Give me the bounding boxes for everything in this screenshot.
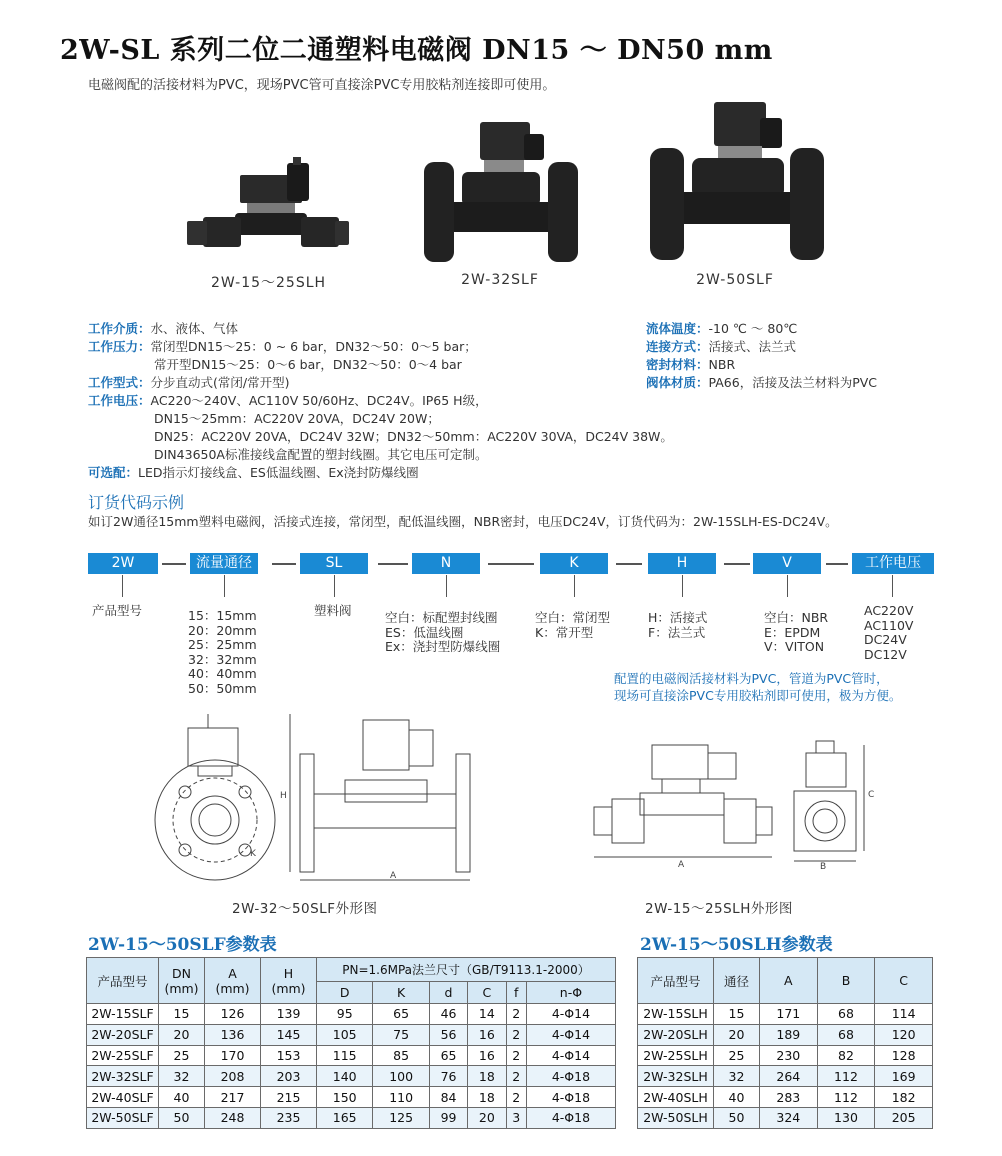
table-cell: 16	[468, 1045, 506, 1066]
col-header-flange: PN=1.6MPa法兰尺寸（GB/T9113.1-2000）	[317, 958, 616, 982]
table-cell: 16	[468, 1024, 506, 1045]
product-caption-1: 2W-15～25SLH	[210, 275, 327, 291]
col-header-a: A	[760, 958, 818, 1004]
spec-value: 活接式、法兰式	[708, 339, 797, 354]
product-caption-2: 2W-32SLF	[461, 272, 539, 288]
dim-label-a: A	[390, 871, 397, 881]
col-header-c: C	[468, 982, 506, 1004]
code-dash	[162, 563, 186, 565]
dim-label-h: H	[280, 791, 287, 801]
table-cell: 2	[506, 1045, 526, 1066]
code-tick	[334, 575, 335, 597]
col-header-unit: (mm)	[215, 980, 250, 996]
spec-label: 连接方式：	[646, 339, 709, 354]
col-header-k: K	[373, 982, 429, 1004]
table-cell: 2	[506, 1024, 526, 1045]
table-cell: 2W-32SLF	[87, 1066, 159, 1087]
table-cell: 100	[373, 1066, 429, 1087]
table-cell: 150	[317, 1087, 373, 1108]
slh-table-body	[638, 1004, 933, 1129]
union-solenoid-valve-photo	[185, 155, 350, 260]
col-header-dn	[159, 958, 205, 1004]
table-cell: 140	[317, 1066, 373, 1087]
table-cell: 2	[506, 1066, 526, 1087]
code-dash	[826, 563, 848, 565]
code-box-connection: H	[648, 553, 716, 574]
col-header-a	[205, 958, 261, 1004]
table-row	[638, 1107, 933, 1128]
table-cell: 182	[875, 1087, 933, 1108]
code-tick	[787, 575, 788, 597]
col-header-d: d	[429, 982, 467, 1004]
table-cell: 4-Φ18	[526, 1066, 615, 1087]
table-cell: 171	[760, 1004, 818, 1025]
table-cell: 139	[261, 1004, 317, 1025]
table-cell: 50	[714, 1107, 760, 1128]
col-header-h-name: H	[283, 965, 294, 981]
table-cell: 4-Φ14	[526, 1045, 615, 1066]
table-cell: 324	[760, 1107, 818, 1128]
table-cell: 2W-15SLH	[638, 1004, 714, 1025]
table-cell: 217	[205, 1087, 261, 1108]
table-cell: 32	[159, 1066, 205, 1087]
order-note: 配置的电磁阀活接材料为PVC，管道为PVC管时， 现场可直接涂PVC专用胶粘剂即可使用，极为方便。	[614, 671, 902, 703]
code-desc-mode: 空白：常闭型 K：常开型	[535, 610, 611, 640]
code-tick	[224, 575, 225, 597]
table-cell: 165	[317, 1107, 373, 1128]
code-dash	[616, 563, 642, 565]
table-cell: 112	[817, 1066, 875, 1087]
spec-medium	[88, 320, 238, 338]
order-code-title: 订货代码示例	[88, 493, 185, 512]
table-cell: 25	[714, 1045, 760, 1066]
table-cell: 248	[205, 1107, 261, 1128]
table-row	[87, 1087, 616, 1108]
dim-label-b: B	[820, 862, 827, 870]
table-cell: 170	[205, 1045, 261, 1066]
table-row	[638, 1087, 933, 1108]
col-header-b: B	[817, 958, 875, 1004]
page-subtitle: 电磁阀配的活接材料为PVC，现场PVC管可直接涂PVC专用胶粘剂连接即可使用。	[88, 78, 556, 93]
spec-value: PA66，活接及法兰材料为PVC	[708, 375, 878, 390]
table-cell: 75	[373, 1024, 429, 1045]
table-row	[87, 1107, 616, 1128]
table-cell: 20	[159, 1024, 205, 1045]
table-row	[638, 1066, 933, 1087]
dim-label-c: C	[868, 790, 875, 800]
code-dash	[378, 563, 408, 565]
table-cell: 189	[760, 1024, 818, 1045]
code-box-series: 2W	[88, 553, 158, 574]
slf-outline-drawing	[150, 710, 490, 890]
table-cell: 18	[468, 1066, 506, 1087]
table-cell: 95	[317, 1004, 373, 1025]
col-header-f: f	[506, 982, 526, 1004]
spec-voltage	[88, 392, 488, 410]
col-header-dn-name: DN	[172, 965, 191, 981]
table-cell: 4-Φ18	[526, 1107, 615, 1128]
table-cell: 4-Φ18	[526, 1087, 615, 1108]
slf-diagram-caption: 2W-32～50SLF外形图	[232, 901, 378, 917]
table-cell: 235	[261, 1107, 317, 1128]
order-code-example: 如订2W通径15mm塑料电磁阀，活接式连接，常闭型，配低温线圈，NBR密封，电压DC24V，订货代码为：2W-15SLH-ES-DC24V。	[88, 514, 838, 529]
table-cell: 112	[817, 1087, 875, 1108]
spec-label: 工作压力：	[88, 339, 151, 354]
spec-value: LED指示灯接线盒、ES低温线圈、Ex浇封防爆线圈	[138, 465, 419, 480]
table-cell: 4-Φ14	[526, 1024, 615, 1045]
slf-table-body	[87, 1004, 616, 1129]
table-cell: 68	[817, 1004, 875, 1025]
table-cell: 114	[875, 1004, 933, 1025]
table-cell: 205	[875, 1107, 933, 1128]
table-cell: 2W-32SLH	[638, 1066, 714, 1087]
table-cell: 32	[714, 1066, 760, 1087]
table-row	[638, 1024, 933, 1045]
table-cell: 215	[261, 1087, 317, 1108]
table-cell: 65	[373, 1004, 429, 1025]
col-header-model: 产品型号	[87, 958, 159, 1004]
table-cell: 2W-50SLH	[638, 1107, 714, 1128]
dim-label-k: K	[250, 849, 256, 859]
table-row	[87, 1024, 616, 1045]
code-desc-connection: H：活接式 F：法兰式	[648, 610, 708, 640]
table-cell: 46	[429, 1004, 467, 1025]
spec-label: 阀体材质：	[646, 375, 709, 390]
spec-options	[88, 464, 419, 482]
spec-value: 常闭型DN15～25：0 ~ 6 bar，DN32～50：0～5 bar；	[150, 339, 477, 354]
code-box-seal: V	[753, 553, 821, 574]
table-row	[638, 1045, 933, 1066]
table-cell: 110	[373, 1087, 429, 1108]
slh-diagram-caption: 2W-15～25SLH外形图	[645, 901, 793, 917]
table-cell: 50	[159, 1107, 205, 1128]
table-cell: 2W-25SLF	[87, 1045, 159, 1066]
table-cell: 85	[373, 1045, 429, 1066]
table-cell: 40	[159, 1087, 205, 1108]
product-caption-3: 2W-50SLF	[696, 272, 774, 288]
col-header-n: n-Φ	[526, 982, 615, 1004]
code-desc-seal: 空白：NBR E：EPDM V：VITON	[764, 610, 829, 654]
slh-outline-drawing	[592, 735, 882, 870]
col-header-c: C	[875, 958, 933, 1004]
spec-label: 流体温度：	[646, 321, 709, 336]
table-cell: 203	[261, 1066, 317, 1087]
table-cell: 56	[429, 1024, 467, 1045]
spec-value: NBR	[708, 357, 736, 372]
table-cell: 20	[468, 1107, 506, 1128]
spec-value: 水、液体、气体	[150, 321, 239, 336]
table-cell: 2W-20SLH	[638, 1024, 714, 1045]
col-header-a-name: A	[228, 965, 237, 981]
table-cell: 3	[506, 1107, 526, 1128]
code-tick	[446, 575, 447, 597]
code-tick	[574, 575, 575, 597]
table-cell: 2	[506, 1087, 526, 1108]
code-desc-size: 15：15mm 20：20mm 25：25mm 32：32mm 40：40mm 50：50mm	[188, 608, 257, 696]
table-cell: 40	[714, 1087, 760, 1108]
table-cell: 18	[468, 1087, 506, 1108]
code-desc-material: 塑料阀	[314, 603, 352, 618]
spec-seal	[646, 356, 735, 374]
table-cell: 105	[317, 1024, 373, 1045]
table-cell: 2W-20SLF	[87, 1024, 159, 1045]
col-header-unit: (mm)	[164, 980, 199, 996]
code-dash	[488, 563, 534, 565]
spec-label: 密封材料：	[646, 357, 709, 372]
table-cell: 126	[205, 1004, 261, 1025]
table-cell: 120	[875, 1024, 933, 1045]
spec-label: 可选配：	[88, 465, 139, 480]
table-row	[638, 1004, 933, 1025]
spec-body	[646, 374, 877, 392]
table-cell: 264	[760, 1066, 818, 1087]
spec-pressure-line2: 常开型DN15～25：0～6 bar，DN32～50：0～4 bar	[154, 357, 462, 372]
table-cell: 84	[429, 1087, 467, 1108]
table-cell: 153	[261, 1045, 317, 1066]
spec-label: 工作电压：	[88, 393, 151, 408]
col-header-unit: (mm)	[271, 980, 306, 996]
table-cell: 2W-40SLF	[87, 1087, 159, 1108]
spec-connection	[646, 338, 796, 356]
table-cell: 145	[261, 1024, 317, 1045]
spec-value: AC220～240V、AC110V 50/60Hz、DC24V。IP65 H级，	[150, 393, 488, 408]
col-header-bore: 通径	[714, 958, 760, 1004]
table-row	[87, 1045, 616, 1066]
spec-value: 分步直动式(常闭/常开型)	[150, 375, 290, 390]
table-cell: 169	[875, 1066, 933, 1087]
spec-voltage-line2: DN15～25mm：AC220V 20VA，DC24V 20W；	[154, 411, 440, 426]
table-cell: 15	[714, 1004, 760, 1025]
spec-label: 工作型式：	[88, 375, 151, 390]
spec-label: 工作介质：	[88, 321, 151, 336]
table-cell: 2W-25SLH	[638, 1045, 714, 1066]
code-box-size: 流量通径	[190, 553, 258, 574]
table-cell: 125	[373, 1107, 429, 1128]
table-cell: 14	[468, 1004, 506, 1025]
table-cell: 2W-40SLH	[638, 1087, 714, 1108]
code-box-material: SL	[300, 553, 368, 574]
table-cell: 68	[817, 1024, 875, 1045]
spec-voltage-line4: DIN43650A标准接线盒配置的塑封线圈。其它电压可定制。	[154, 447, 488, 462]
table-cell: 130	[817, 1107, 875, 1128]
flanged-solenoid-valve-photo	[418, 120, 583, 265]
spec-temperature	[646, 320, 797, 338]
table-cell: 136	[205, 1024, 261, 1045]
table-cell: 2W-15SLF	[87, 1004, 159, 1025]
col-header-h	[261, 958, 317, 1004]
dim-label-a: A	[678, 860, 685, 870]
table-cell: 2W-50SLF	[87, 1107, 159, 1128]
slh-parameter-table	[637, 957, 933, 1129]
table-cell: 128	[875, 1045, 933, 1066]
col-header-model: 产品型号	[638, 958, 714, 1004]
code-desc-coil: 空白：标配塑封线圈 ES：低温线圈 Ex：浇封型防爆线圈	[385, 610, 501, 654]
table-cell: 283	[760, 1087, 818, 1108]
table-cell: 20	[714, 1024, 760, 1045]
table-cell: 99	[429, 1107, 467, 1128]
col-header-d-big: D	[317, 982, 373, 1004]
table-cell: 76	[429, 1066, 467, 1087]
slf-table-title: 2W-15～50SLF参数表	[88, 935, 277, 955]
code-box-coil: N	[412, 553, 480, 574]
spec-voltage-line3: DN25：AC220V 20VA，DC24V 32W；DN32～50mm：AC220V 30VA，DC24V 38W。	[154, 429, 673, 444]
code-desc-series: 产品型号	[92, 603, 143, 618]
spec-type	[88, 374, 289, 392]
table-cell: 25	[159, 1045, 205, 1066]
table-cell: 65	[429, 1045, 467, 1066]
slh-table-title: 2W-15～50SLH参数表	[640, 935, 833, 955]
table-row	[87, 1066, 616, 1087]
spec-value: -10 ℃ ～ 80℃	[708, 321, 798, 336]
table-cell: 115	[317, 1045, 373, 1066]
code-box-voltage: 工作电压	[852, 553, 934, 574]
code-tick	[122, 575, 123, 597]
table-cell: 208	[205, 1066, 261, 1087]
table-row	[87, 1004, 616, 1025]
table-cell: 4-Φ14	[526, 1004, 615, 1025]
table-cell: 230	[760, 1045, 818, 1066]
code-dash	[724, 563, 750, 565]
code-tick	[892, 575, 893, 597]
table-cell: 82	[817, 1045, 875, 1066]
table-cell: 2	[506, 1004, 526, 1025]
slf-parameter-table	[86, 957, 616, 1129]
spec-pressure	[88, 338, 477, 356]
code-dash	[272, 563, 296, 565]
code-tick	[682, 575, 683, 597]
table-cell: 15	[159, 1004, 205, 1025]
page-title: 2W-SL 系列二位二通塑料电磁阀 DN15 ～ DN50 mm	[60, 35, 773, 66]
code-box-mode: K	[540, 553, 608, 574]
code-desc-voltage: AC220V AC110V DC24V DC12V	[864, 603, 914, 662]
large-flanged-solenoid-valve-photo	[646, 100, 826, 265]
